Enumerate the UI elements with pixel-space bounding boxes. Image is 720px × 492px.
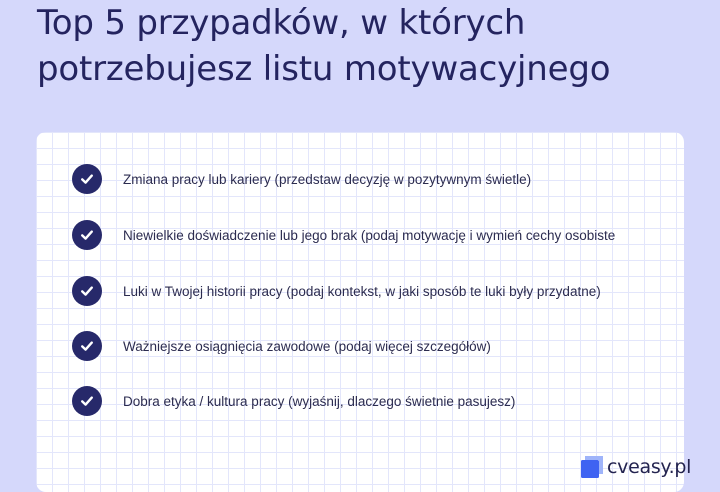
list-item-label: Niewielkie doświadczenie lub jego brak (podaj motywację i wymień cechy osobiste: [123, 227, 616, 243]
page-title: [37, 0, 697, 92]
list-item-label: Zmiana pracy lub kariery (przedstaw decyzję w pozytywnym świetle): [123, 171, 532, 187]
list-item: [72, 275, 601, 307]
check-circle-icon: [72, 220, 102, 250]
list-item: [72, 163, 531, 195]
brand-logo: [581, 456, 691, 478]
list-item: [72, 330, 491, 362]
list-item-label: Dobra etyka / kultura pracy (wyjaśnij, dlaczego świetnie pasujesz): [123, 393, 516, 409]
check-circle-icon: [72, 331, 102, 361]
cveasy-logo-icon: [581, 456, 603, 478]
list-item-label: Ważniejsze osiągnięcia zawodowe (podaj więcej szczegółów): [123, 338, 491, 354]
page-title-line-1: Top 5 przypadków, w których: [37, 3, 526, 43]
check-circle-icon: [72, 164, 102, 194]
page-title-line-2: potrzebujesz listu motywacyjnego: [37, 49, 611, 89]
check-circle-icon: [72, 386, 102, 416]
checklist-card: [36, 132, 684, 492]
list-item: [72, 219, 615, 251]
list-item: [72, 385, 515, 417]
list-item-label: Luki w Twojej historii pracy (podaj kontekst, w jaki sposób te luki były przydatne): [123, 283, 601, 299]
brand-logo-text: cveasy.pl: [607, 456, 692, 478]
check-circle-icon: [72, 276, 102, 306]
